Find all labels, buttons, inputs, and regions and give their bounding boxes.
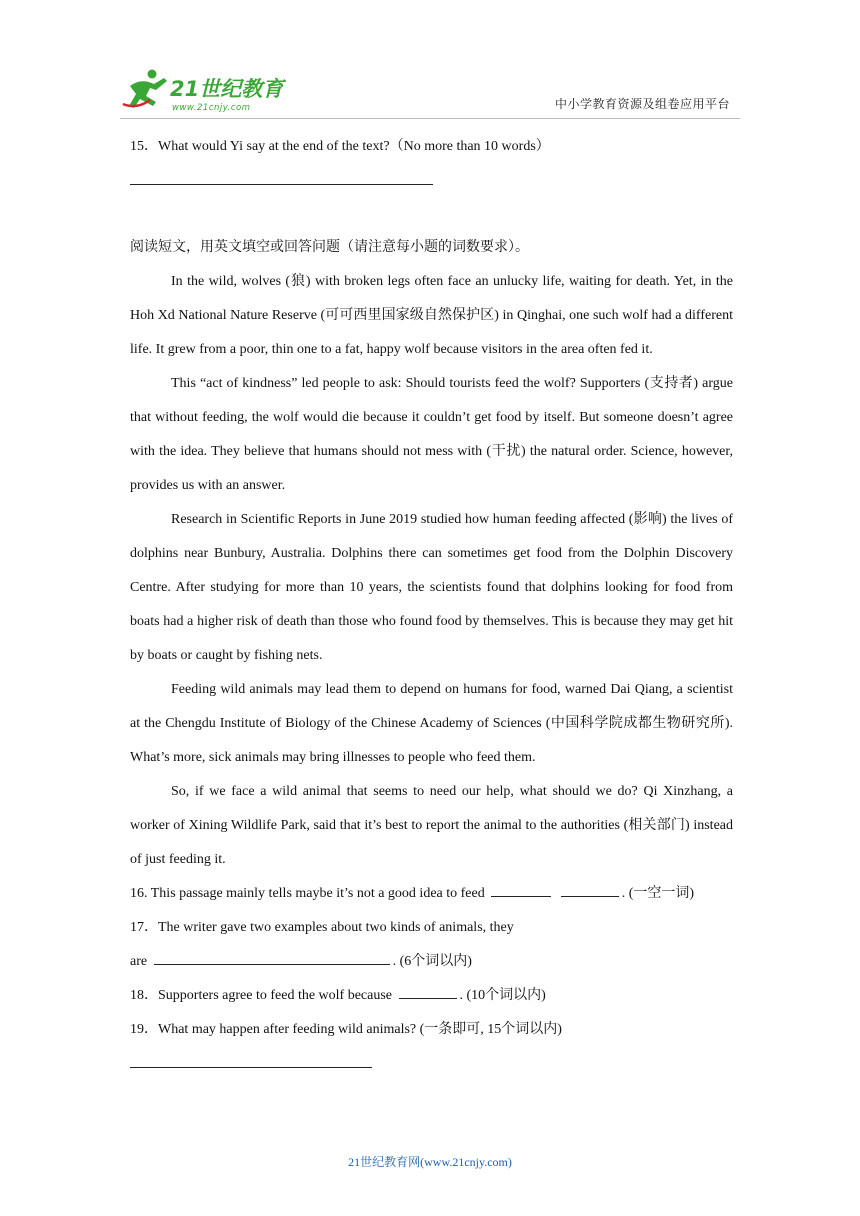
- page-footer: 21世纪教育网(www.21cnjy.com): [348, 1155, 512, 1169]
- passage-paragraph-3: Research in Scientific Reports in June 2019 studied how human feeding affected (影响) the lives of dolphins near Bunbury, Australia. Dolphins there can sometimes get food from the Dolphin Discovery Centre. After studying for more than 10 years, the scientists found that dolphins looking for food from boats had a higher risk of death than those who found food by themselves. This is because they may get hit by boats or caught by fishing nets.: [130, 512, 733, 663]
- passage-paragraph-4: Feeding wild animals may lead them to depend on humans for food, warned Dai Qiang, a scientist at the Chengdu Institute of Biology of the Chinese Academy of Sciences (中国科学院成都生物研究所). What’s more, sick animals may bring illnesses to people who feed them.: [130, 682, 733, 765]
- passage-paragraph-2: This “act of kindness” led people to ask: Should tourists feed the wolf? Supporters (支持者) argue that without feeding, the wolf would die because it couldn’t get food by itself. But someone doesn’t agree with the idea. They believe that humans should not mess with (干扰) the natural order. Science, however, provides us with an answer.: [130, 376, 733, 493]
- question-16: [130, 877, 733, 911]
- question-16-text: 16. This passage mainly tells maybe it’s not a good idea to feed: [130, 886, 485, 901]
- answer-blank-16a[interactable]: [491, 882, 551, 897]
- question-17-prefix: are: [130, 954, 148, 969]
- instructions-text: 阅读短文，用英文填空或回答问题（请注意每小题的词数要求）。: [130, 240, 529, 255]
- question-15: 15．What would Yi say at the end of the text?（No more than 10 words）: [130, 139, 550, 154]
- logo-text: 21世纪教育: [170, 77, 284, 101]
- question-18-suffix: . (10个词以内): [459, 988, 546, 1003]
- question-17-line-1: 17．The writer gave two examples about two kinds of animals, they: [130, 920, 514, 935]
- page-header: [120, 66, 740, 116]
- answer-line-19[interactable]: [130, 1067, 372, 1068]
- answer-blank-17[interactable]: [154, 950, 390, 965]
- question-18: [130, 979, 733, 1013]
- document-content: [130, 130, 733, 1068]
- site-logo: [120, 66, 300, 116]
- question-18-text: 18．Supporters agree to feed the wolf because: [130, 988, 393, 1003]
- answer-blank-18[interactable]: [399, 984, 457, 999]
- answer-blank-16b[interactable]: [561, 882, 619, 897]
- passage-paragraph-5: So, if we face a wild animal that seems to need our help, what should we do? Qi Xinzhang, a worker of Xining Wildlife Park, said that it’s best to report the animal to the authorities (相关部门) instead of just feeding it.: [130, 784, 733, 867]
- question-17-suffix: . (6个词以内): [392, 954, 472, 969]
- passage-paragraph-1: In the wild, wolves (狼) with broken legs often face an unlucky life, waiting for death. Yet, in the Hoh Xd National Nature Reserve (可可西里国家级自然保护区) in Qinghai, one such wolf had a different life. It grew from a poor, thin one to a fat, happy wolf because visitors in the area often fed it.: [130, 274, 733, 357]
- logo-url-text: www.21cnjy.com: [172, 103, 251, 113]
- header-divider: [120, 118, 740, 119]
- question-19: 19．What may happen after feeding wild animals? (一条即可, 15个词以内): [130, 1022, 562, 1037]
- question-17-line-2: [130, 945, 733, 979]
- header-tagline: 中小学教育资源及组卷应用平台: [554, 97, 730, 111]
- question-16-suffix: . (一空一词): [621, 886, 695, 901]
- runner-logo-icon: [120, 66, 300, 116]
